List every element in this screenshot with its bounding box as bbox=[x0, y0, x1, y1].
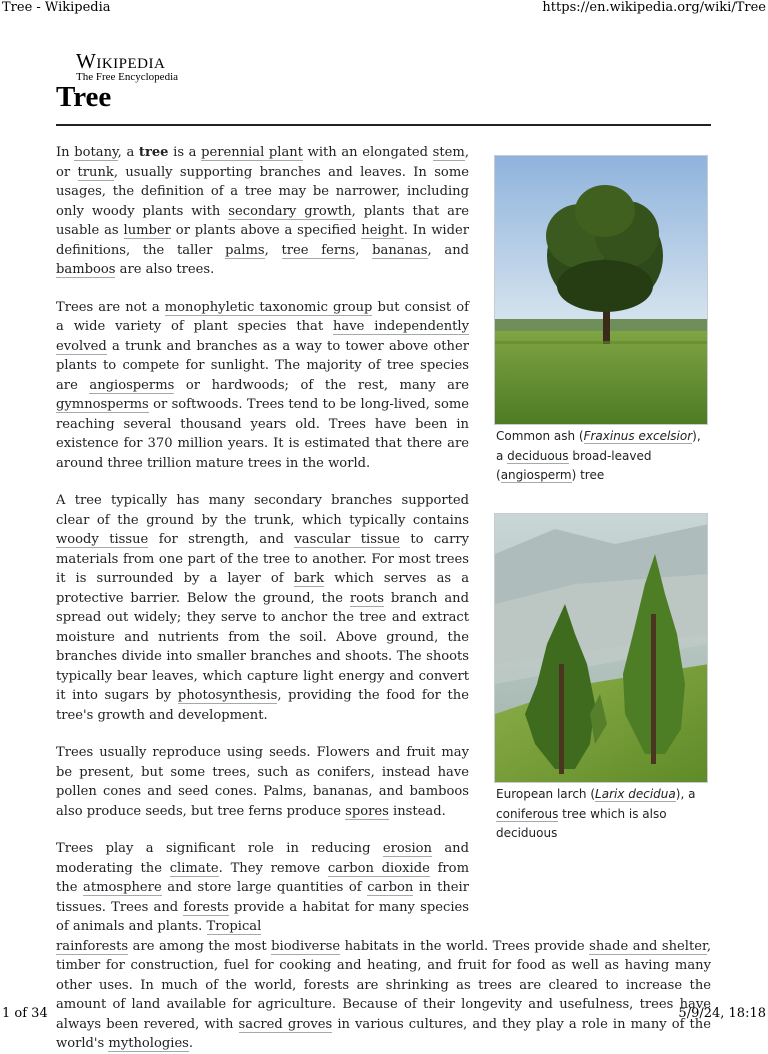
text: and store large quantities of bbox=[161, 880, 368, 895]
link-woody-tissue[interactable]: woody tissue bbox=[56, 532, 149, 547]
link-erosion[interactable]: erosion bbox=[382, 841, 432, 856]
page-count: 1 of 34 bbox=[2, 1006, 48, 1021]
paragraph-taxonomy bbox=[56, 298, 469, 474]
text: , providing the food for the tree's growth and development. bbox=[56, 688, 469, 723]
link-mythologies[interactable]: mythologies bbox=[108, 1036, 189, 1051]
text: . In wider definitions, the taller bbox=[56, 223, 469, 258]
european-larch-caption bbox=[496, 783, 708, 844]
link-angiosperm[interactable]: angiosperm bbox=[500, 468, 572, 482]
text: which serves as a protective barrier. Below the ground, the bbox=[56, 571, 470, 606]
text: or plants above a specified bbox=[170, 223, 362, 238]
figure-european-larch bbox=[494, 513, 708, 844]
text: , and bbox=[427, 242, 470, 258]
text: or hardwoods; of the rest, many are bbox=[174, 377, 469, 393]
print-page-title: Tree - Wikipedia bbox=[2, 0, 111, 15]
text: ) tree bbox=[571, 468, 605, 482]
link-botany[interactable]: botany bbox=[74, 145, 118, 160]
link-gymnosperms[interactable]: gymnosperms bbox=[56, 397, 149, 412]
link-climate[interactable]: climate bbox=[169, 860, 219, 876]
text: to carry materials from one part of the tree to another. For most trees it is surrounded by a layer of bbox=[56, 532, 469, 586]
link-fraxinus-excelsior[interactable]: Fraxinus excelsior bbox=[583, 429, 693, 443]
link-spores[interactable]: spores bbox=[345, 803, 389, 819]
text: , plants that are usable as bbox=[56, 203, 469, 238]
text: Trees usually reproduce using seeds. Flowers and fruit may be present, but some trees, such as conifers, instead have pollen cones and seed cones. Palms, bananas, and bamboos also produce seeds, but tree ferns produce bbox=[56, 745, 469, 819]
common-ash-photo bbox=[495, 156, 708, 425]
link-rainforests[interactable]: rainforests bbox=[56, 938, 129, 954]
paragraph-intro bbox=[56, 143, 469, 280]
link-carbon-dioxide[interactable]: carbon dioxide bbox=[327, 860, 430, 876]
print-page-url: https://en.wikipedia.org/wiki/Tree bbox=[542, 0, 766, 15]
text: , or bbox=[56, 145, 469, 180]
text: broad-leaved ( bbox=[496, 448, 652, 482]
link-bark[interactable]: bark bbox=[293, 571, 325, 586]
paragraph-reproduction bbox=[56, 743, 469, 821]
text: A tree typically has many secondary branches supported clear of the ground by the trunk, which typically contains bbox=[56, 493, 469, 528]
link-deciduous[interactable]: deciduous bbox=[507, 448, 569, 463]
text: in various cultures, and they play a role in many of the world's bbox=[56, 1016, 711, 1051]
text: for strength, and bbox=[148, 532, 295, 547]
text: . bbox=[188, 1036, 194, 1051]
text: branch and spread out widely; they serve to anchor the tree and extract moisture and nutrients from the soil. Above ground, the branches divide into smaller branches and shoots. The shoots typically bear leaves, which capture light energy and convert it into sugars by bbox=[56, 590, 469, 703]
link-bamboos[interactable]: bamboos bbox=[56, 262, 116, 277]
text: are also trees. bbox=[115, 262, 215, 277]
print-timestamp: 5/9/24, 18:18 bbox=[678, 1006, 766, 1021]
link-carbon[interactable]: carbon bbox=[367, 880, 414, 895]
text: a trunk and branches as a way to tower above other plants to compete for sunlight. The majority of tree species are bbox=[56, 338, 469, 393]
text: and moderating the bbox=[56, 841, 469, 876]
link-angiosperms[interactable]: angiosperms bbox=[89, 377, 175, 393]
text: are among the most bbox=[128, 938, 272, 954]
link-trunk[interactable]: trunk bbox=[77, 164, 114, 180]
link-larix-decidua[interactable]: Larix decidua bbox=[595, 787, 676, 801]
text: , usually supporting branches and leaves. In some usages, the definition of a tree may be narrower, including only woody plants with bbox=[56, 164, 469, 219]
european-larch-photo bbox=[495, 514, 708, 783]
link-forests[interactable]: forests bbox=[183, 899, 229, 915]
text: Trees are not a bbox=[56, 299, 165, 315]
link-sacred-groves[interactable]: sacred groves bbox=[238, 1016, 333, 1032]
text: but consist of a wide variety of plant species that bbox=[56, 299, 469, 334]
link-tree-ferns[interactable]: tree ferns bbox=[281, 242, 356, 258]
link-shade-and-shelter[interactable]: shade and shelter bbox=[589, 938, 707, 954]
link-lumber[interactable]: lumber bbox=[123, 223, 171, 238]
link-palms[interactable]: palms bbox=[225, 242, 265, 258]
text: tree which is also deciduous bbox=[496, 806, 667, 840]
text: is a bbox=[168, 145, 202, 160]
text: or softwoods. Trees tend to be long-lived, some reaching several thousand years old. Trees have been in existence for 370 million years. It is estimated that there are around three trillion mature trees in the world. bbox=[56, 397, 469, 471]
link-coniferous[interactable]: coniferous bbox=[496, 806, 559, 821]
scientific-name bbox=[595, 787, 676, 802]
link-monophyletic[interactable]: monophyletic taxonomic group bbox=[164, 299, 373, 315]
print-header bbox=[0, 0, 768, 18]
text: Trees play a significant role in reducing bbox=[56, 841, 383, 856]
text: , bbox=[264, 242, 282, 258]
link-independently-evolved[interactable]: have independently evolved bbox=[56, 319, 469, 354]
text: from the bbox=[56, 860, 469, 895]
ecology-narrow bbox=[56, 839, 469, 937]
text: with an elongated bbox=[303, 145, 433, 160]
title-divider bbox=[56, 124, 711, 126]
text: , timber for construction, fuel for cooking and heating, and fruit for food as well as having many other uses. In much of the world, forests are shrinking as trees are cleared to increase the amount of land available for agriculture. Because of their longevity and usefulness, trees have always been revered, with bbox=[56, 938, 711, 1032]
text: , bbox=[355, 242, 373, 258]
figure-common-ash bbox=[494, 155, 708, 486]
text: Common ash ( bbox=[496, 429, 584, 443]
text: instead. bbox=[388, 803, 446, 819]
link-vascular-tissue[interactable]: vascular tissue bbox=[294, 532, 400, 547]
scientific-name bbox=[584, 429, 693, 444]
european-larch-image[interactable] bbox=[494, 513, 708, 783]
link-photosynthesis[interactable]: photosynthesis bbox=[177, 688, 278, 703]
print-footer bbox=[0, 1006, 768, 1024]
link-stem[interactable]: stem bbox=[432, 145, 465, 160]
link-tropical-rainforests[interactable]: Tropical bbox=[206, 919, 262, 934]
ecology-wide bbox=[56, 937, 711, 1054]
text: ), a bbox=[496, 429, 701, 463]
link-height[interactable]: height bbox=[361, 223, 404, 238]
text: , a bbox=[117, 145, 139, 160]
text: ), a bbox=[675, 787, 696, 801]
text: In bbox=[56, 145, 75, 160]
link-roots[interactable]: roots bbox=[349, 590, 384, 606]
link-atmosphere[interactable]: atmosphere bbox=[83, 880, 162, 895]
text: provide a habitat for many species of animals and plants. bbox=[56, 899, 469, 934]
text: habitats in the world. Trees provide bbox=[340, 938, 590, 954]
logo-wordmark: Wikipedia bbox=[76, 49, 166, 73]
bold-term: tree bbox=[138, 145, 169, 160]
link-biodiverse[interactable]: biodiverse bbox=[271, 938, 341, 954]
text: European larch ( bbox=[496, 787, 596, 801]
page-title: Tree bbox=[56, 81, 112, 113]
text: . They remove bbox=[218, 860, 328, 876]
link-secondary-growth[interactable]: secondary growth bbox=[228, 203, 352, 219]
common-ash-image[interactable] bbox=[494, 155, 708, 425]
text: in their tissues. Trees and bbox=[56, 880, 469, 915]
logo-tagline: The Free Encyclopedia bbox=[76, 71, 179, 83]
link-bananas[interactable]: bananas bbox=[372, 242, 428, 258]
paragraph-structure bbox=[56, 491, 469, 725]
common-ash-caption bbox=[496, 425, 708, 486]
link-perennial-plant[interactable]: perennial plant bbox=[201, 145, 303, 160]
